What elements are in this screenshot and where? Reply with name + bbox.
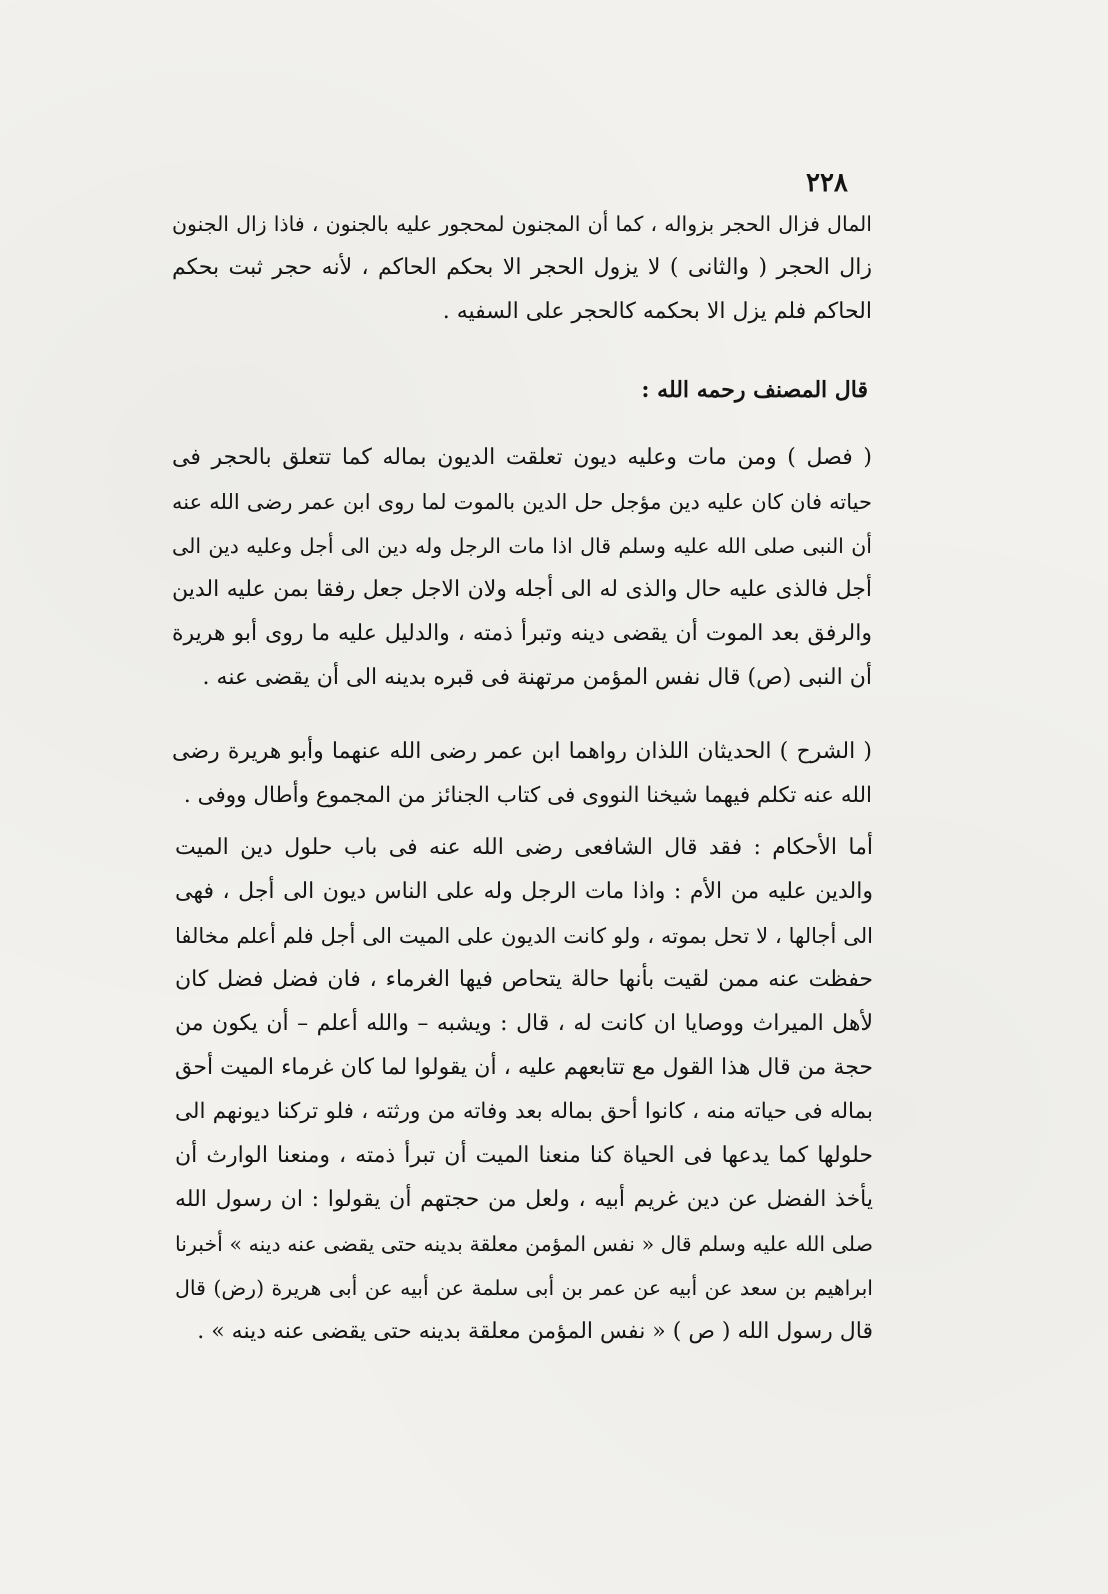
text-line: بماله فى حياته منه ، كانوا أحق بماله بعد وفاته من ورثته ، فلو تركنا ديونهم الى (175, 1099, 873, 1124)
text-line: والرفق بعد الموت أن يقضى دينه وتبرأ ذمته ، والدليل عليه ما روى أبو هريرة (172, 621, 872, 646)
text-line: صلى الله عليه وسلم قال « نفس المؤمن معلقة بدينه حتى يقضى عنه دينه » أخبرنا (175, 1232, 873, 1256)
text-line: زال الحجر ( والثانى ) لا يزول الحجر الا بحكم الحاكم ، لأنه حجر ثبت بحكم (172, 255, 872, 280)
text-line: ابراهيم بن سعد عن أبيه عن عمر بن أبى سلمة عن أبيه عن أبى هريرة (رض) قال (175, 1276, 873, 1300)
text-line: حجة من قال هذا القول مع تتابعهم عليه ، أن يقولوا لما كان غرماء الميت أحق (175, 1055, 873, 1080)
paragraph-intro (172, 202, 872, 334)
paragraph-ahkam (175, 826, 873, 1354)
page-number: ٢٢٨ (806, 168, 848, 198)
text-line: الى أجالها ، لا تحل بموته ، ولو كانت الديون على الميت الى أجل فلم أعلم مخالفا (175, 924, 873, 948)
text-line: لأهل الميراث ووصايا ان كانت له ، قال : ويشبه – والله أعلم – أن يكون من (175, 1011, 873, 1036)
text-line: ( الشرح ) الحديثان اللذان رواهما ابن عمر رضى الله عنهما وأبو هريرة رضى (172, 739, 872, 764)
text-line: حلولها كما يدعها فى الحياة كنا منعنا الميت أن تبرأ ذمته ، ومنعنا الوارث أن (175, 1143, 873, 1168)
text-line: يأخذ الفضل عن دين غريم أبيه ، ولعل من حجتهم أن يقولوا : ان رسول الله (175, 1187, 873, 1212)
text-line: أجل فالذى عليه حال والذى له الى أجله ولان الاجل جعل رفقا بمن عليه الدين (172, 577, 872, 602)
paragraph-fasl (172, 436, 872, 700)
text-line: ( فصل ) ومن مات وعليه ديون تعلقت الديون بماله كما تتعلق بالحجر فى (172, 445, 872, 470)
text-line: حياته فان كان عليه دين مؤجل حل الدين بالموت لما روى ابن عمر رضى الله عنه (172, 490, 872, 514)
text-line: والدين عليه من الأم : واذا مات الرجل وله على الناس ديون الى أجل ، فهى (175, 879, 873, 904)
text-line: المال فزال الحجر بزواله ، كما أن المجنون لمحجور عليه بالجنون ، فاذا زال الجنون (172, 212, 872, 236)
text-line: الله عنه تكلم فيهما شيخنا النووى فى كتاب الجنائز من المجموع وأطال ووفى . (183, 783, 872, 808)
text-line: أن النبى صلى الله عليه وسلم قال اذا مات الرجل وله دين الى أجل وعليه دين الى (172, 534, 872, 558)
text-line: أما الأحكام : فقد قال الشافعى رضى الله عنه فى باب حلول دين الميت (175, 835, 873, 860)
text-line: الحاكم فلم يزل الا بحكمه كالحجر على السفيه . (442, 299, 872, 324)
text-line: أن النبى (ص) قال نفس المؤمن مرتهنة فى قبره بدينه الى أن يقضى عنه . (202, 665, 872, 690)
text-line: حفظت عنه ممن لقيت بأنها حالة يتحاص فيها الغرماء ، فان فضل فضل كان (175, 967, 873, 992)
text-line: قال رسول الله ( ص ) « نفس المؤمن معلقة بدينه حتى يقضى عنه دينه » . (197, 1319, 873, 1344)
paragraph-sharh (172, 730, 872, 818)
author-heading: قال المصنف رحمه الله : (641, 377, 868, 403)
